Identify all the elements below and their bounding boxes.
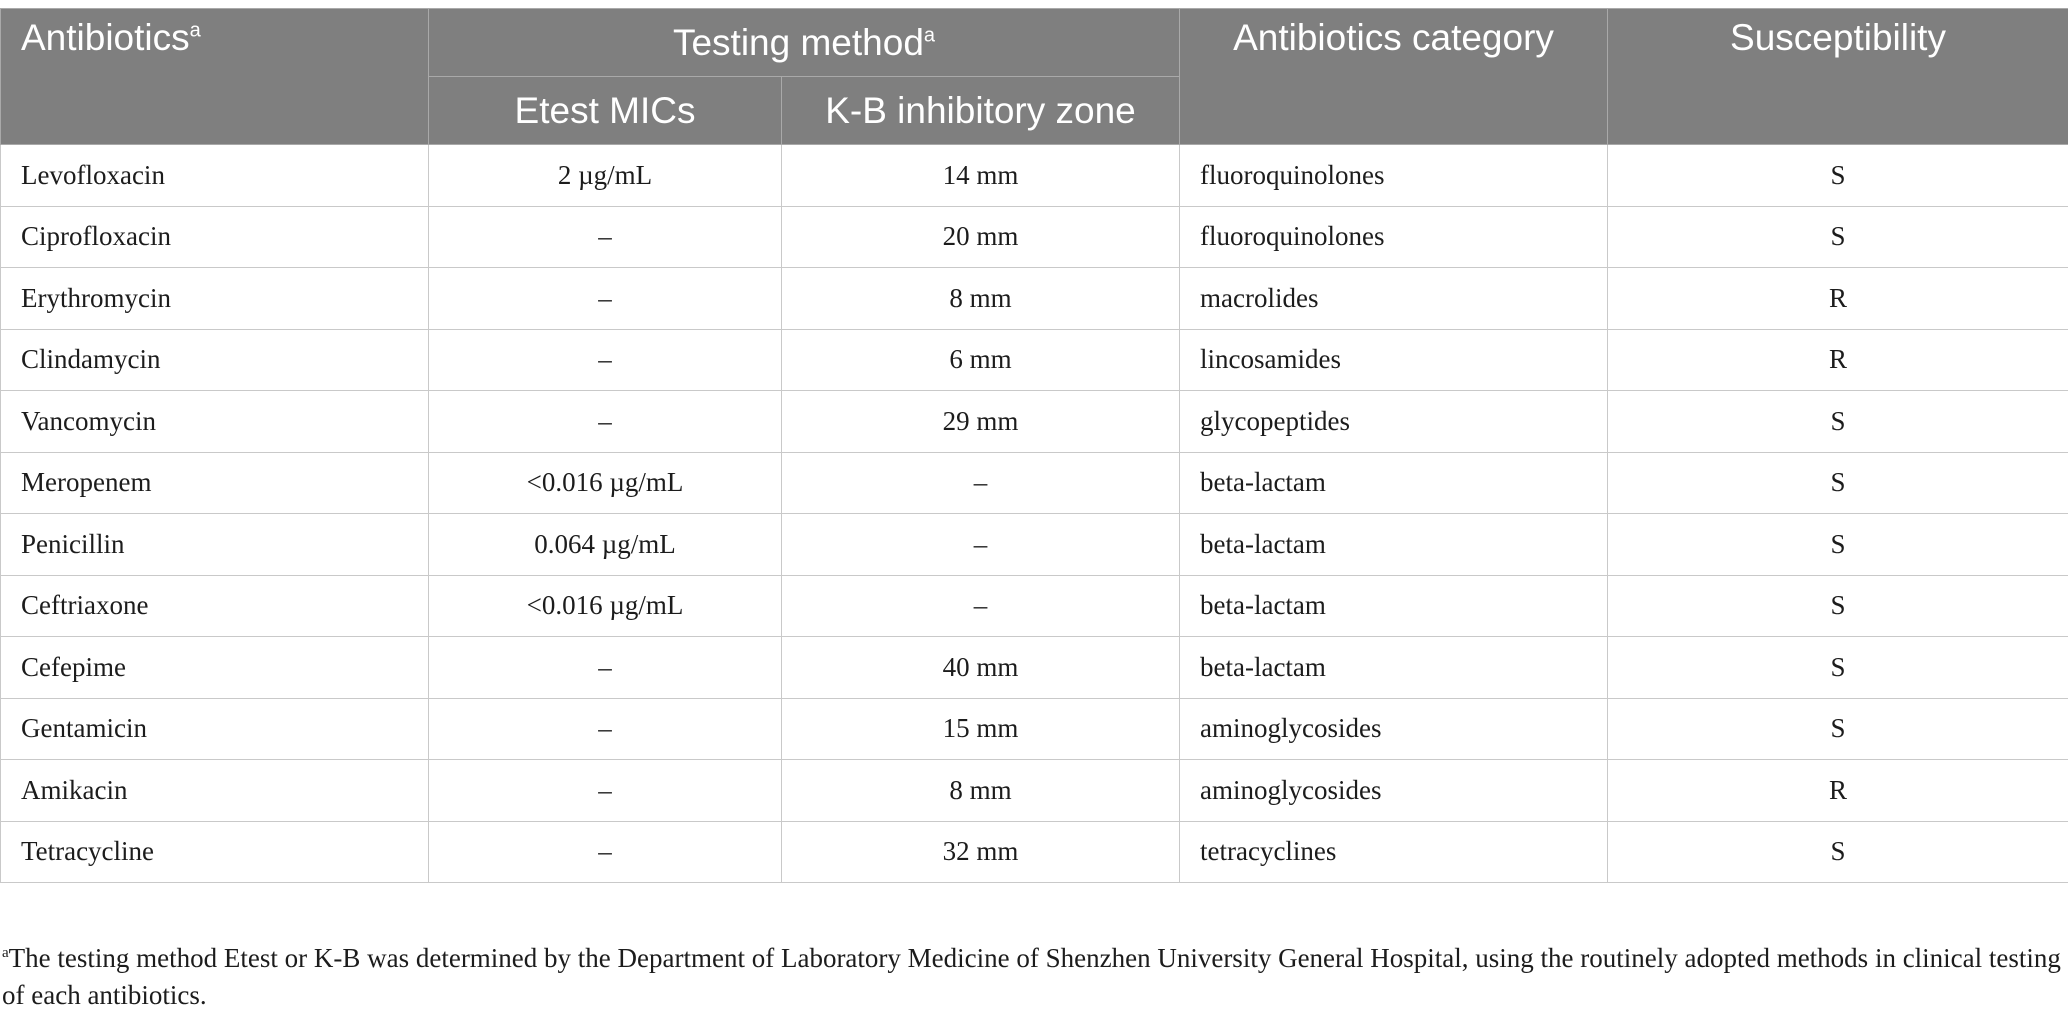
footnote-marker: a — [2, 945, 9, 961]
cell-susceptibility: S — [1608, 206, 2068, 268]
cell-category: beta-lactam — [1180, 637, 1608, 699]
table-body — [1, 145, 2068, 883]
table-row — [1, 760, 2068, 822]
cell-antibiotic: Erythromycin — [1, 268, 429, 330]
header-etest-mics: Etest MICs — [429, 77, 782, 145]
cell-susceptibility: R — [1608, 760, 2068, 822]
cell-kb-zone: 6 mm — [782, 329, 1180, 391]
cell-kb-zone: 8 mm — [782, 760, 1180, 822]
cell-category: lincosamides — [1180, 329, 1608, 391]
table-row — [1, 206, 2068, 268]
table-row — [1, 514, 2068, 576]
cell-category: fluoroquinolones — [1180, 206, 1608, 268]
cell-susceptibility: S — [1608, 698, 2068, 760]
cell-etest-mic: – — [429, 698, 782, 760]
cell-category: aminoglycosides — [1180, 698, 1608, 760]
cell-etest-mic: – — [429, 206, 782, 268]
table-footnote — [2, 940, 2062, 1014]
cell-antibiotic: Ciprofloxacin — [1, 206, 429, 268]
cell-antibiotic: Cefepime — [1, 637, 429, 699]
cell-category: fluoroquinolones — [1180, 145, 1608, 207]
cell-kb-zone: 8 mm — [782, 268, 1180, 330]
cell-antibiotic: Meropenem — [1, 452, 429, 514]
cell-kb-zone: – — [782, 514, 1180, 576]
cell-etest-mic: 0.064 µg/mL — [429, 514, 782, 576]
cell-kb-zone: – — [782, 575, 1180, 637]
cell-etest-mic: 2 µg/mL — [429, 145, 782, 207]
header-antibiotics-category: Antibiotics category — [1180, 9, 1608, 145]
header-row-1 — [1, 9, 2068, 77]
cell-susceptibility: S — [1608, 575, 2068, 637]
cell-etest-mic: – — [429, 329, 782, 391]
cell-susceptibility: S — [1608, 821, 2068, 883]
footnote-marker: a — [189, 19, 201, 42]
cell-antibiotic: Tetracycline — [1, 821, 429, 883]
table-row — [1, 391, 2068, 453]
cell-kb-zone: 32 mm — [782, 821, 1180, 883]
cell-category: aminoglycosides — [1180, 760, 1608, 822]
footnote-marker: a — [923, 24, 936, 47]
table-row — [1, 575, 2068, 637]
cell-antibiotic: Gentamicin — [1, 698, 429, 760]
cell-antibiotic: Ceftriaxone — [1, 575, 429, 637]
cell-etest-mic: <0.016 µg/mL — [429, 452, 782, 514]
cell-susceptibility: S — [1608, 145, 2068, 207]
cell-category: beta-lactam — [1180, 452, 1608, 514]
cell-etest-mic: <0.016 µg/mL — [429, 575, 782, 637]
table-row — [1, 329, 2068, 391]
table-row — [1, 698, 2068, 760]
cell-etest-mic: – — [429, 821, 782, 883]
cell-category: beta-lactam — [1180, 575, 1608, 637]
header-antibiotics: Antibiotics$^a$ — [1, 9, 429, 145]
cell-susceptibility: S — [1608, 637, 2068, 699]
cell-antibiotic: Penicillin — [1, 514, 429, 576]
cell-susceptibility: R — [1608, 268, 2068, 330]
header-kb-inhibitory-zone: K-B inhibitory zone — [782, 77, 1180, 145]
cell-susceptibility: R — [1608, 329, 2068, 391]
cell-kb-zone: 40 mm — [782, 637, 1180, 699]
table-row — [1, 821, 2068, 883]
cell-kb-zone: 14 mm — [782, 145, 1180, 207]
cell-antibiotic: Amikacin — [1, 760, 429, 822]
cell-etest-mic: – — [429, 268, 782, 330]
cell-etest-mic: – — [429, 637, 782, 699]
cell-susceptibility: S — [1608, 391, 2068, 453]
cell-etest-mic: – — [429, 391, 782, 453]
table-row — [1, 145, 2068, 207]
header-susceptibility: Susceptibility — [1608, 9, 2068, 145]
table-row — [1, 268, 2068, 330]
antibiotic-susceptibility-table — [0, 8, 2068, 883]
cell-etest-mic: – — [429, 760, 782, 822]
header-testing-method: Testing method$^a$ — [429, 9, 1180, 77]
cell-category: beta-lactam — [1180, 514, 1608, 576]
table-row — [1, 637, 2068, 699]
footnote-text: The testing method Etest or K-B was determined by the Department of Laboratory Medicine of Shenzhen University General Hospital, using the routinely adopted methods in clinical testing of each antibiotics. — [2, 943, 2061, 1010]
cell-kb-zone: – — [782, 452, 1180, 514]
table-header — [1, 9, 2068, 145]
cell-susceptibility: S — [1608, 452, 2068, 514]
cell-antibiotic: Vancomycin — [1, 391, 429, 453]
cell-kb-zone: 15 mm — [782, 698, 1180, 760]
cell-category: tetracyclines — [1180, 821, 1608, 883]
cell-kb-zone: 20 mm — [782, 206, 1180, 268]
cell-category: macrolides — [1180, 268, 1608, 330]
cell-kb-zone: 29 mm — [782, 391, 1180, 453]
cell-antibiotic: Levofloxacin — [1, 145, 429, 207]
cell-susceptibility: S — [1608, 514, 2068, 576]
cell-antibiotic: Clindamycin — [1, 329, 429, 391]
cell-category: glycopeptides — [1180, 391, 1608, 453]
table-row — [1, 452, 2068, 514]
